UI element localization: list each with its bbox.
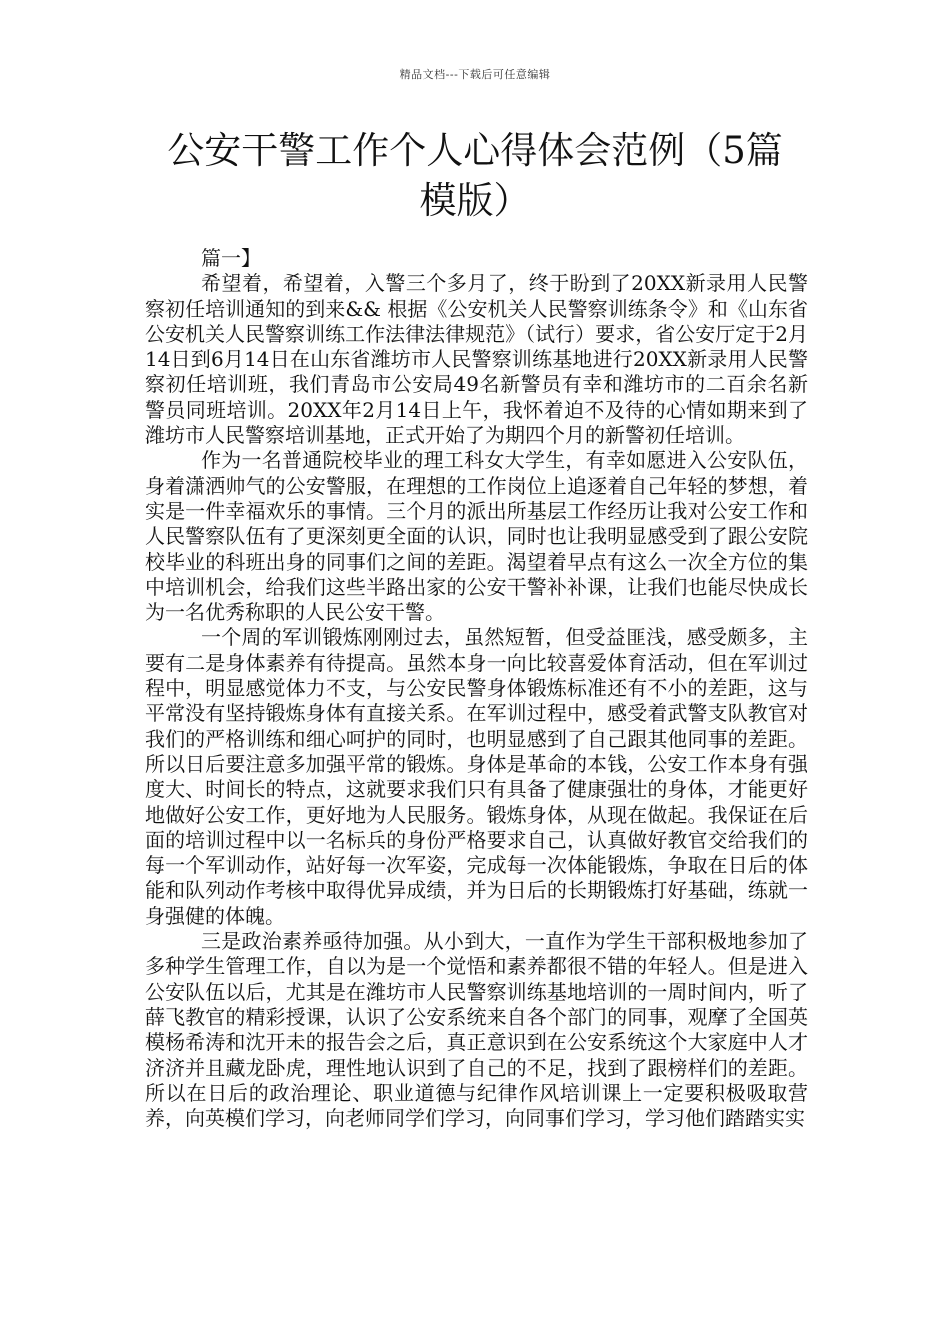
paragraph-1: 希望着，希望着，入警三个多月了，终于盼到了20XX新录用人民警察初任培训通知的到来&& 根据《公安机关人民警察训练条令》和《山东省公安机关人民警察训练工作法律法律规范》（试行）要求，省公安厅定于2月14日到6月14日在山东省潍坊市人民警察训练基地进行20XX新录用人民警察初任培训班，我们青岛市公安局49名新警员有幸和潍坊市的二百余名新警员同班培训。20XX年2月14日上午，我怀着迫不及待的心情如期来到了潍坊市人民警察培训基地，正式开始了为期四个月的新警初任培训。 bbox=[145, 271, 808, 448]
section-label: 篇一】 bbox=[201, 246, 261, 270]
header-note: 精品文档---下载后可任意编辑 bbox=[399, 68, 551, 81]
paragraph-2: 作为一名普通院校毕业的理工科女大学生，有幸如愿进入公安队伍，身着潇洒帅气的公安警服，在理想的工作岗位上追逐着自己年轻的梦想，着实是一件幸福欢乐的事情。三个月的派出所基层工作经历让我对公安工作和人民警察队伍有了更深刻更全面的认识，同时也让我明显感受到了跟公安院校毕业的科班出身的同事们之间的差距。渴望着早点有这么一次全方位的集中培训机会，给我们这些半路出家的公安干警补补课，让我们也能尽快成长为一名优秀称职的人民公安干警。 bbox=[145, 448, 808, 625]
document-body bbox=[145, 246, 808, 1131]
paragraph-3: 一个周的军训锻炼刚刚过去，虽然短暂，但受益匪浅，感受颇多，主要有二是身体素养有待提高。虽然本身一向比较喜爱体育活动，但在军训过程中，明显感觉体力不支，与公安民警身体锻炼标准还有不小的差距，这与平常没有坚持锻炼身体有直接关系。在军训过程中，感受着武警支队教官对我们的严格训练和细心呵护的同时，也明显感到了自己跟其他同事的差距。所以日后要注意多加强平常的锻炼。身体是革命的本钱，公安工作本身有强度大、时间长的特点，这就要求我们只有具备了健康强壮的身体，才能更好地做好公安工作，更好地为人民服务。锻炼身体，从现在做起。我保证在后面的培训过程中以一名标兵的身份严格要求自己，认真做好教官交给我们的每一个军训动作，站好每一次军姿，完成每一次体能锻炼，争取在日后的体能和队列动作考核中取得优异成绩，并为日后的长期锻炼打好基础，练就一身强健的体魄。 bbox=[145, 625, 808, 928]
paragraph-4: 三是政治素养亟待加强。从小到大，一直作为学生干部积极地参加了多种学生管理工作，自以为是一个觉悟和素养都很不错的年轻人。但是进入公安队伍以后，尤其是在潍坊市人民警察训练基地培训的一周时间内，听了薛飞教官的精彩授课，认识了公安系统来自各个部门的同事，观摩了全国英模杨希涛和沈开未的报告会之后，真正意识到在公安系统这个大家庭中人才济济并且藏龙卧虎，理性地认识到了自己的不足，找到了跟榜样们的差距。所以在日后的政治理论、职业道德与纪律作风培训课上一定要积极吸取营养，向英模们学习，向老师同学们学习，向同事们学习，学习他们踏踏实实 bbox=[145, 929, 808, 1131]
document-title: 公安干警工作个人心得体会范例（5篇模版） bbox=[167, 129, 783, 222]
